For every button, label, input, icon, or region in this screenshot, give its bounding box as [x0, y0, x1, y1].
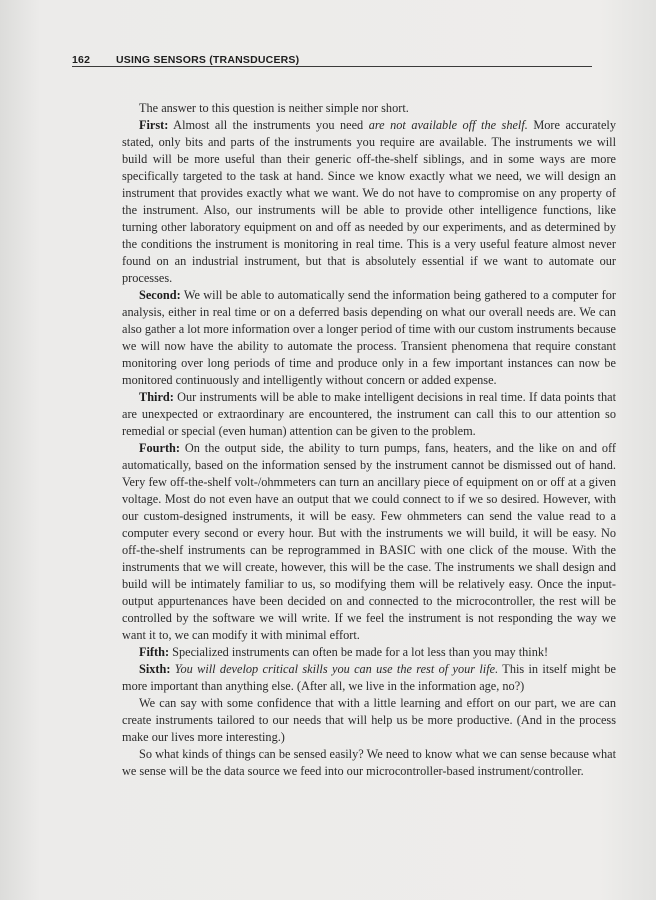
first-emphasis: are not available off the shelf. — [368, 118, 528, 132]
running-header — [72, 52, 592, 70]
sixth-paragraph: Sixth: You will develop critical skills you can use the rest of your life. This in itself might be more important than anything else. (After all, we live in the information age, no?) — [122, 662, 616, 693]
fifth-lead: Fifth: — [139, 645, 170, 659]
confidence-paragraph: We can say with some confidence that with a little learning and effort on our part, we are can create instruments tailored to our needs that will help us be more productive. (And in the process make our lives more interesting.) — [122, 696, 616, 744]
body-text — [122, 100, 616, 780]
first-lead: First: — [139, 118, 169, 132]
second-paragraph: Second: We will be able to automatically send the information being gathered to a computer for analysis, either in real time or on a deferred basis depending on what our overall needs are. We can also gather a lot more information over a longer period of time with our custom instruments because we will now have the ability to automate the process. Transient phenomena that require constant monitoring over long periods of time and produce only in a few important instances can now be monitored continuously and intelligently without concern or added expense. — [122, 288, 616, 387]
third-paragraph: Third: Our instruments will be able to make intelligent decisions in real time. If data points that are unexpected or extraordinary are encountered, the instrument can call this to our attention so remedial or special (even human) attention can be given to the problem. — [122, 390, 616, 438]
sixth-emphasis: You will develop critical skills you can use the rest of your life. — [170, 662, 499, 676]
first-paragraph: First: Almost all the instruments you need are not available off the shelf. More accurately stated, only bits and parts of the instruments you require are available. The instruments we will build will be more useful than their generic off-the-shelf siblings, and in some ways are more specifically targeted to the task at hand. Since we know exactly what we need, we will design an instrument that provides exactly what we want. We do not have to compromise on any property of the instrument. Also, our instruments will be able to provide other intelligence functions, like turning other laboratory equipment on and off as needed by our experiments, and as determined by the conditions the instrument is monitoring in real time. This is a very useful feature almost never found on an industrial instrument, but that is absolutely essential if we want to automate our processes. — [122, 118, 616, 285]
sixth-lead: Sixth: — [139, 662, 171, 676]
closing-paragraph: So what kinds of things can be sensed easily? We need to know what we can sense because what we sense will be the data source we feed into our microcontroller-based instrument/controller. — [122, 747, 616, 778]
fifth-paragraph: Fifth: Specialized instruments can often be made for a lot less than you may think! — [139, 645, 549, 659]
third-lead: Third: — [139, 390, 174, 404]
fourth-lead: Fourth: — [139, 441, 180, 455]
page-number: 162 — [72, 54, 91, 66]
intro-paragraph: The answer to this question is neither simple nor short. — [139, 101, 409, 115]
header-rule — [72, 66, 592, 67]
second-lead: Second: — [139, 288, 181, 302]
fourth-paragraph: Fourth: On the output side, the ability to turn pumps, fans, heaters, and the like on and off automatically, based on the information sensed by the instrument cannot be dismissed out of hand. Very few off-the-shelf volt-/ohmmeters can turn an ancillary piece of equipment on or off at a given voltage. Most do not even have an output that we could connect to if we so desired. However, with our custom-designed instruments, it will be easy. Few ohmmeters can send the value read to a computer every second or every hour. But with the instruments we will build, it will be easy. No off-the-shelf instruments can be reprogrammed in BASIC with one click of the mouse. With the instruments that we will create, however, this will be the case. The instruments we shall design and build will be intimately familiar to us, so modifying them will be relatively easy. Once the input-output appurtenances have been decided on and connected to the microcontroller, the rest will be controlled by the software we will write. If we feel the instrument is not responding the way we want it to, we can modify it with minimal effort. — [122, 441, 616, 642]
running-title: USING SENSORS (TRANSDUCERS) — [116, 54, 300, 66]
